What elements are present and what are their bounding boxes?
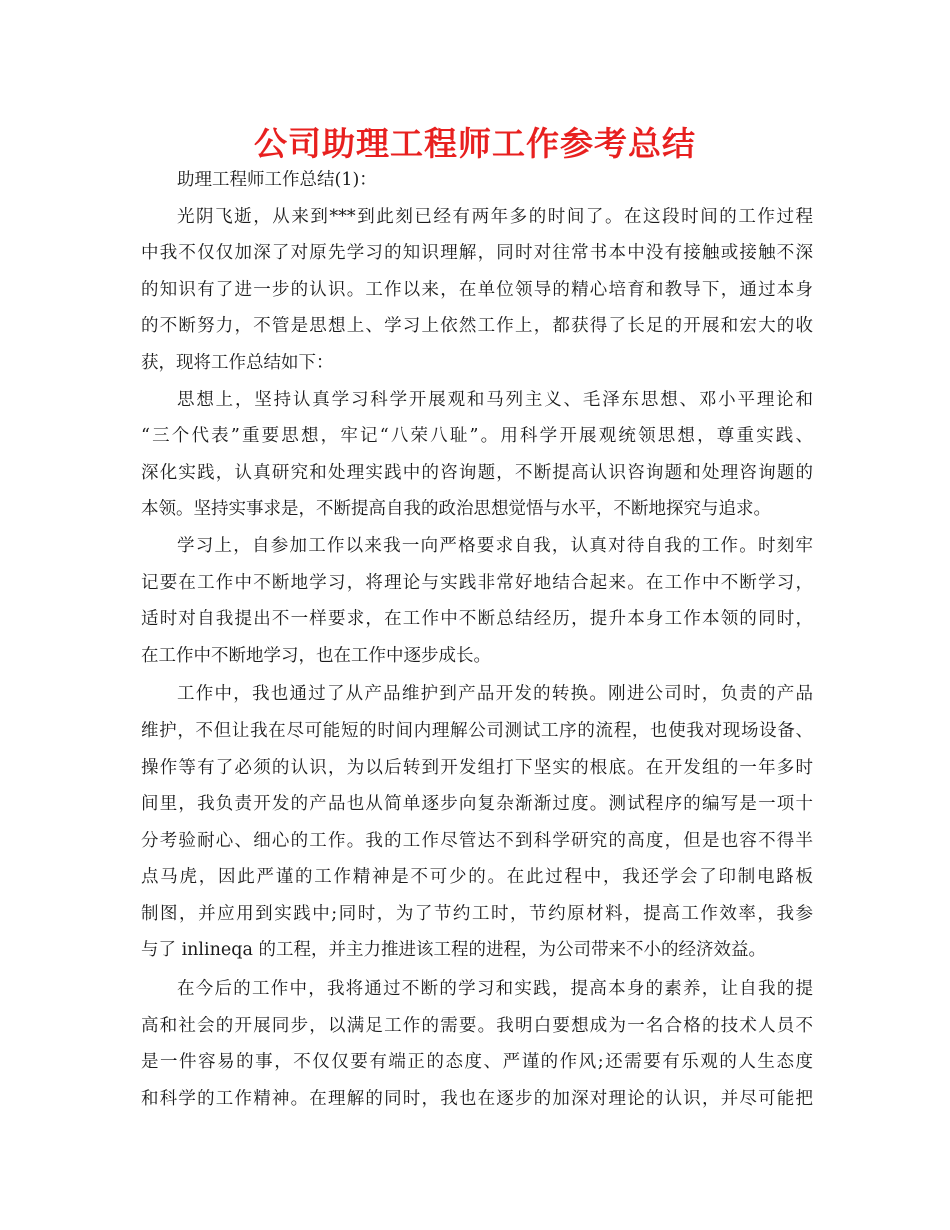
paragraph-line: 获，现将工作总结如下： bbox=[141, 352, 334, 373]
section-heading: 助理工程师工作总结(1)： bbox=[177, 170, 377, 190]
paragraph-line: 维护，不但让我在尽可能短的时间内理解公司测试工序的流程，也使我对现场设备、 bbox=[141, 720, 813, 741]
paragraph-line: 和科学的工作精神。在理解的同时，我也在逐步的加深对理论的认识，并尽可能把 bbox=[141, 1088, 813, 1109]
paragraph-line: 高和社会的开展同步，以满足工作的需要。我明白要想成为一名合格的技术人员不 bbox=[141, 1015, 813, 1036]
paragraph-line: 点马虎，因此严谨的工作精神是不可少的。在此过程中，我还学会了印制电路板 bbox=[141, 867, 813, 888]
paragraph-line: 的知识有了进一步的认识。工作以来，在单位领导的精心培育和教导下，通过本身 bbox=[141, 279, 813, 300]
paragraph-line: 是一件容易的事，不仅仅要有端正的态度、严谨的作风;还需要有乐观的人生态度 bbox=[141, 1052, 813, 1073]
paragraph-line: 光阴飞逝，从来到***到此刻已经有两年多的时间了。在这段时间的工作过程 bbox=[177, 206, 813, 227]
paragraph-line: 分考验耐心、细心的工作。我的工作尽管达不到科学研究的高度，但是也容不得半 bbox=[141, 830, 813, 851]
paragraph-line: 操作等有了必须的认识，为以后转到开发组打下坚实的根底。在开发组的一年多时 bbox=[141, 757, 813, 778]
paragraph-line: 学习上，自参加工作以来我一向严格要求自我，认真对待自我的工作。时刻牢 bbox=[177, 535, 813, 556]
paragraph-line: 间里，我负责开发的产品也从简单逐步向复杂渐渐过度。测试程序的编写是一项十 bbox=[141, 794, 813, 815]
paragraph-line: 深化实践，认真研究和处理实践中的咨询题，不断提高认识咨询题和处理咨询题的 bbox=[141, 462, 813, 483]
paragraph-line: 的不断努力，不管是思想上、学习上依然工作上，都获得了长足的开展和宏大的收 bbox=[141, 316, 813, 337]
paragraph-line: 中我不仅仅加深了对原先学习的知识理解，同时对往常书本中没有接触或接触不深 bbox=[141, 243, 813, 264]
paragraph-line: 工作中，我也通过了从产品维护到产品开发的转换。刚进公司时，负责的产品 bbox=[177, 684, 813, 705]
document-body bbox=[141, 162, 813, 1117]
paragraph-line: 与了 inlineqa 的工程，并主力推进该工程的进程，为公司带来不小的经济效益。 bbox=[141, 940, 766, 961]
document-title: 公司助理工程师工作参考总结 bbox=[254, 124, 696, 163]
paragraph-line: 制图，并应用到实践中;同时，为了节约工时，节约原材料，提高工作效率，我参 bbox=[141, 903, 813, 924]
paragraph-line: 记要在工作中不断地学习，将理论与实践非常好地结合起来。在工作中不断学习， bbox=[141, 572, 813, 593]
paragraph-line: 在工作中不断地学习，也在工作中逐步成长。 bbox=[141, 645, 491, 666]
paragraph-line: 在今后的工作中，我将通过不断的学习和实践，提高本身的素养，让自我的提 bbox=[177, 979, 813, 1000]
paragraph-line: 思想上，坚持认真学习科学开展观和马列主义、毛泽东思想、邓小平理论和 bbox=[177, 389, 813, 410]
paragraph-line: 本领。坚持实事求是，不断提高自我的政治思想觉悟与水平，不断地探究与追求。 bbox=[141, 499, 771, 520]
paragraph-line: “三个代表”重要思想，牢记“八荣八耻”。用科学开展观统领思想，尊重实践、 bbox=[141, 426, 813, 447]
paragraph-line: 适时对自我提出不一样要求，在工作中不断总结经历，提升本身工作本领的同时， bbox=[141, 609, 813, 630]
